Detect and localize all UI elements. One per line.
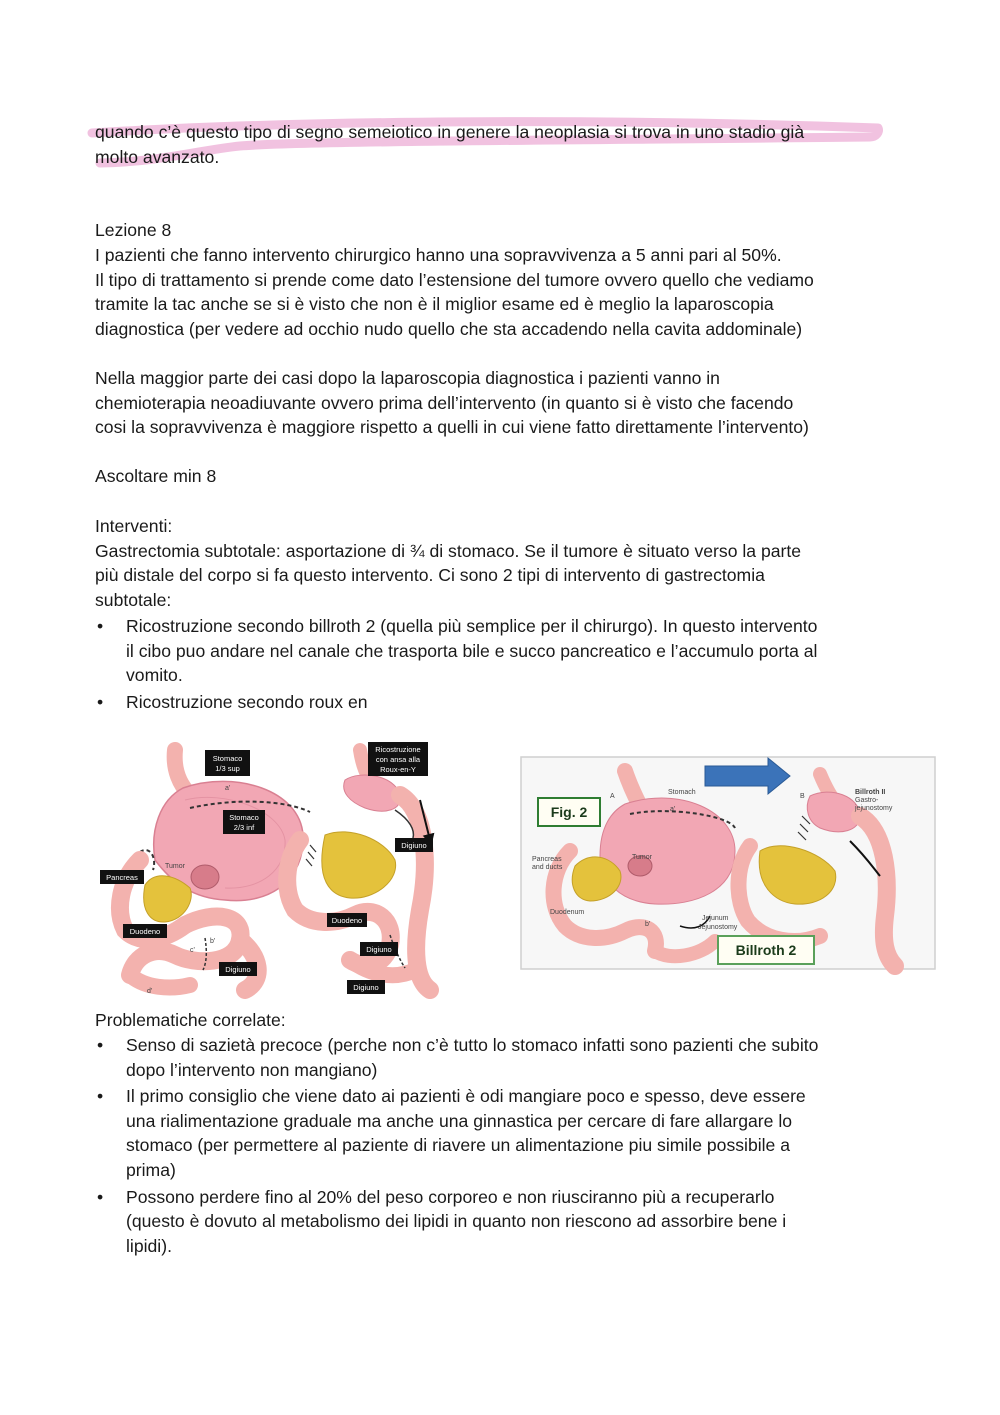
bullet-line: stomaco (per permettere al paziente di riavere un alimentazione piu simile possibile a xyxy=(126,1135,791,1156)
svg-text:Digiuno: Digiuno xyxy=(401,841,427,850)
bullet-glyph: • xyxy=(97,616,104,636)
label-digiuno-right-bottom xyxy=(347,980,385,994)
mark-b: b' xyxy=(210,938,216,945)
bullet-line: (questo è dovuto al metabolismo dei lipidi in quanto non riescono ad assorbire bene i xyxy=(126,1211,787,1232)
svg-text:2/3 inf: 2/3 inf xyxy=(233,823,255,832)
label-tumor: Tumor xyxy=(632,854,652,861)
mark-d: d' xyxy=(147,988,153,995)
bullet-line: lipidi). xyxy=(126,1235,172,1256)
p1-line: tramite la tac anche se si è visto che non è il miglior esame ed è meglio la laparoscopia xyxy=(95,294,774,315)
svg-text:Billroth 2: Billroth 2 xyxy=(735,942,797,958)
mark-a: a' xyxy=(670,806,676,813)
bullet-line: una rialimentazione graduale ma anche una ginnastica per cercare di fare allargare lo xyxy=(126,1110,793,1131)
billroth-figure xyxy=(520,756,938,976)
label-tumor xyxy=(165,863,186,870)
interventions-line: Gastrectomia subtotale: asportazione di ¾ di stomaco. Se il tumore è situato verso la parte xyxy=(95,540,802,561)
bullet-glyph: • xyxy=(97,691,104,712)
bullet-glyph: • xyxy=(97,1035,104,1055)
p1-line: Il tipo di trattamento si prende come dato l’estensione del tumore ovvero quello che vediamo xyxy=(95,269,814,290)
label-gastro: Gastro- xyxy=(855,797,879,804)
label-ricostruzione xyxy=(368,742,428,776)
intro-line-1: quando c’è questo tipo di segno semeiotico in genere la neoplasia si trova in uno stadio già xyxy=(95,122,805,142)
interventions-line: più distale del corpo si fa questo intervento. Ci sono 2 tipi di intervento di gastrectomia xyxy=(95,565,765,586)
svg-text:Digiuno: Digiuno xyxy=(353,983,379,992)
label-digiuno-right-top xyxy=(395,838,433,852)
reconstruction-list xyxy=(95,614,910,714)
label-pancreas-ducts: and ducts xyxy=(532,864,563,871)
label-duodeno-right xyxy=(327,913,367,927)
bullet-line: Possono perdere fino al 20% del peso corporeo e non riusciranno più a recuperarlo xyxy=(126,1186,775,1207)
label-duodeno-left xyxy=(123,924,167,938)
svg-text:Duodeno: Duodeno xyxy=(129,927,161,936)
p1-line: I pazienti che fanno intervento chirurgico hanno una sopravvivenza a 5 anni pari al 50%. xyxy=(95,245,782,265)
label-jejunostomy-b: jejunostomy xyxy=(855,805,893,812)
lesson-paragraph-2 xyxy=(95,366,910,440)
label-jejunum: Jejunum xyxy=(702,915,729,922)
svg-text:Stomaco: Stomaco xyxy=(229,813,259,822)
mark-a: a' xyxy=(225,785,231,792)
bullet-glyph: • xyxy=(97,1086,104,1107)
lesson-heading: Lezione 8 xyxy=(95,220,172,240)
bullet-line: Ricostruzione secondo billroth 2 (quella più semplice per il chirurgo). In questo intervento xyxy=(126,616,818,636)
label-a: A xyxy=(610,793,615,800)
svg-text:1/3 sup: 1/3 sup xyxy=(215,764,240,773)
listen-note: Ascoltare min 8 xyxy=(95,466,217,486)
list-item xyxy=(95,1185,910,1259)
gastrectomy-roux-figure xyxy=(95,740,455,1000)
list-item xyxy=(95,1084,910,1182)
highlighter-stroke xyxy=(0,0,1000,200)
interventions-line: subtotale: xyxy=(95,589,172,610)
label-billroth-ii: Billroth II xyxy=(855,789,886,796)
label-digiuno-left xyxy=(219,962,257,976)
bullet-line: Senso di sazietà precoce (perche non c’è tutto lo stomaco infatti sono pazienti che subito xyxy=(126,1035,819,1055)
mark-b: b' xyxy=(645,921,651,928)
svg-text:Pancreas: Pancreas xyxy=(106,873,138,882)
lesson-paragraph-1 xyxy=(95,243,910,341)
svg-text:Fig. 2: Fig. 2 xyxy=(550,804,588,820)
interventions-paragraph xyxy=(95,514,910,612)
intro-paragraph xyxy=(95,120,910,169)
bullet-line: Il primo consiglio che viene dato ai pazienti è odi mangiare poco e spesso, deve essere xyxy=(126,1086,806,1107)
svg-text:Roux-en-Y: Roux-en-Y xyxy=(380,765,416,774)
bullet-line: dopo l’intervento non mangiano) xyxy=(126,1059,378,1080)
p2-line: chemioterapia neoadiuvante ovvero prima dell’intervento (in quanto si è visto che facendo xyxy=(95,392,794,413)
label-stomaco-inf xyxy=(223,810,265,834)
label-stomach: Stomach xyxy=(668,789,696,796)
svg-text:Tumor: Tumor xyxy=(165,863,185,870)
svg-text:Stomaco: Stomaco xyxy=(212,754,243,763)
bullet-line: prima) xyxy=(126,1159,176,1180)
p2-line: Nella maggior parte dei casi dopo la laparoscopia diagnostica i pazienti vanno in xyxy=(95,368,720,388)
label-digiuno-right-mid xyxy=(360,942,398,956)
label-pancreas xyxy=(100,870,144,884)
svg-text:Digiuno: Digiuno xyxy=(225,965,251,974)
bullet-line: il cibo puo andare nel canale che trasporta bile e succo pancreatico e l’accumulo porta al xyxy=(126,640,818,661)
list-item xyxy=(95,690,910,715)
mark-c: c' xyxy=(190,947,195,954)
label-duodenum: Duodenum xyxy=(550,909,585,916)
svg-text:con ansa alla: con ansa alla xyxy=(375,755,421,764)
intro-line-2: molto avanzato. xyxy=(95,146,220,167)
list-item xyxy=(95,614,910,688)
label-pancreas: Pancreas xyxy=(532,856,562,863)
fig2-label xyxy=(538,798,600,826)
label-stomaco-sup xyxy=(205,750,250,776)
problems-list xyxy=(95,1033,910,1258)
svg-text:Digiuno: Digiuno xyxy=(366,945,392,954)
p1-line: diagnostica (per vedere ad occhio nudo quello che sta accadendo nella cavita addominale) xyxy=(95,318,803,339)
problems-title: Problematiche correlate: xyxy=(95,1010,286,1030)
label-b: B xyxy=(800,793,805,800)
label-jejunostomy: Jejunostomy xyxy=(698,924,738,931)
bullet-line: vomito. xyxy=(126,665,183,686)
billroth-2-label xyxy=(718,936,814,964)
svg-text:Duodeno: Duodeno xyxy=(331,916,363,925)
bullet-glyph: • xyxy=(97,1186,104,1207)
bullet-line: Ricostruzione secondo roux en xyxy=(126,691,368,712)
interventions-title: Interventi: xyxy=(95,516,173,536)
svg-text:Ricostruzione: Ricostruzione xyxy=(375,745,421,754)
p2-line: cosi la sopravvivenza è maggiore rispetto a quelli in cui viene fatto direttamente l’intervento) xyxy=(95,417,809,438)
list-item xyxy=(95,1033,910,1082)
